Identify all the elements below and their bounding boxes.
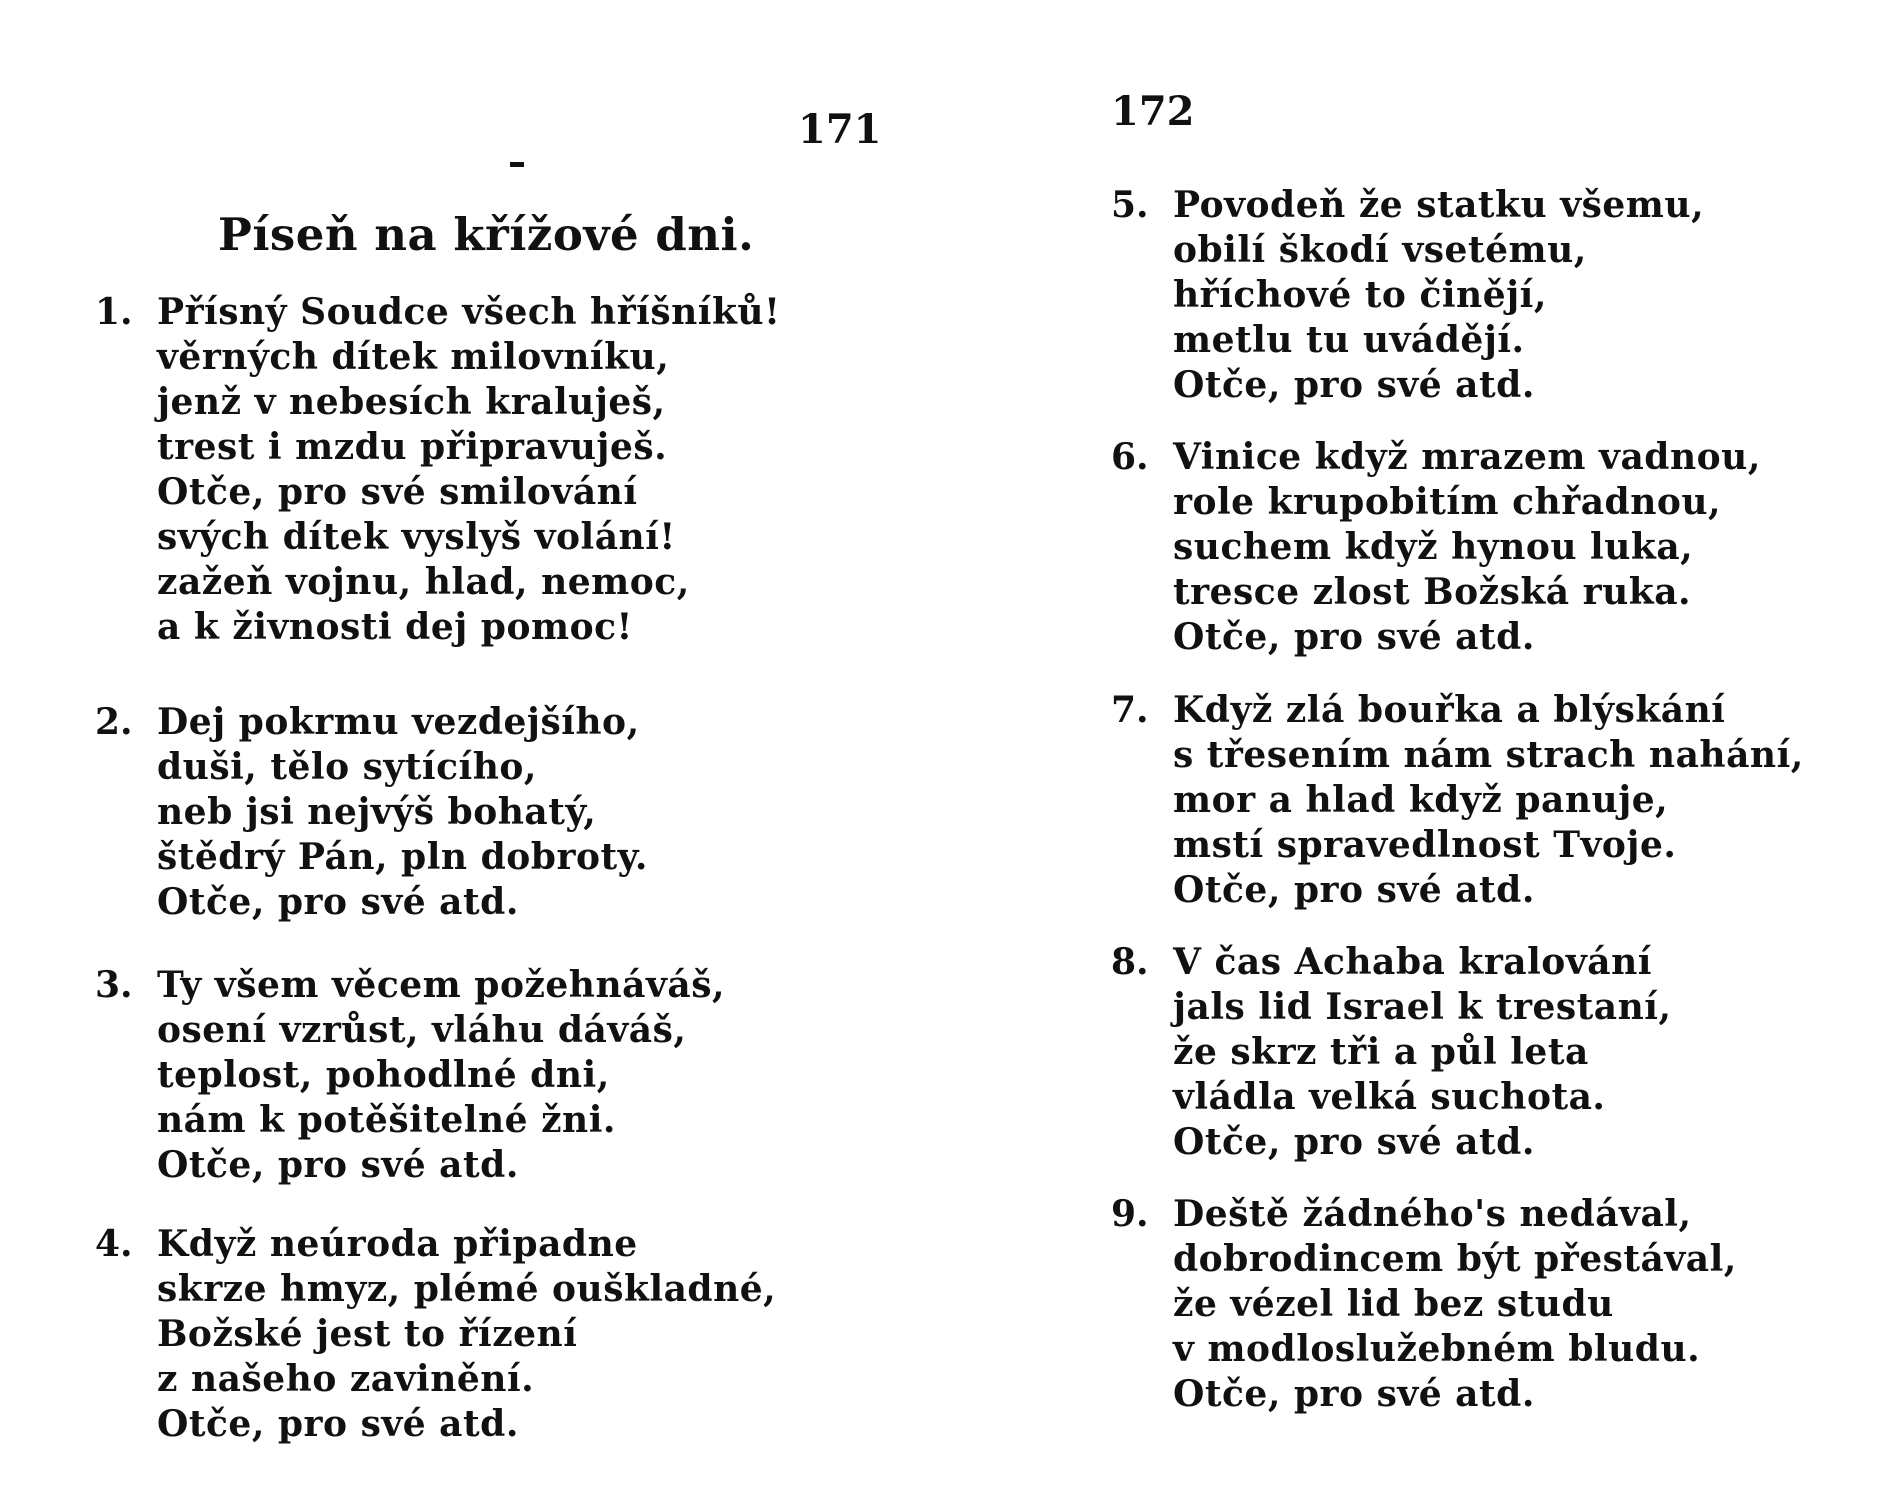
verse-line: skrze hmyz, plémé ouškladné,: [157, 1268, 777, 1310]
verse-line: štědrý Pán, pln dobroty.: [157, 836, 648, 878]
verse-line: trest i mzdu připravuješ.: [157, 426, 668, 468]
stanza-lines: [1173, 1192, 1737, 1417]
stanza-lines: [1173, 435, 1761, 660]
stanza-lines: [157, 963, 725, 1188]
verse-line: v modloslužebném bludu.: [1173, 1328, 1701, 1370]
verse-line: Otče, pro své atd.: [157, 881, 519, 923]
verse-line: Otče, pro své atd.: [157, 1144, 519, 1186]
verse-line: Otče, pro své atd.: [1173, 364, 1535, 406]
verse-line: s třesením nám strach nahání,: [1173, 734, 1804, 776]
verse-line: Když zlá bouřka a blýskání: [1173, 689, 1726, 731]
stanza-number: 6.: [1111, 436, 1149, 478]
verse-line: Otče, pro své atd.: [157, 1403, 519, 1445]
song-title: Píseň na křížové dni.: [218, 208, 755, 261]
verse-line: svých dítek vyslyš volání!: [157, 516, 676, 558]
verse-line: Otče, pro své atd.: [1173, 1373, 1535, 1415]
verse-line: Povodeň že statku všemu,: [1173, 184, 1705, 226]
verse-line: V čas Achaba kralování: [1173, 941, 1652, 983]
stanza-lines: [157, 700, 648, 925]
verse-line: Ty všem věcem požehnáváš,: [157, 964, 726, 1006]
verse-line: hříchové to činějí,: [1173, 274, 1547, 316]
verse-line: Otče, pro své smilování: [157, 471, 638, 513]
verse-line: suchem když hynou luka,: [1173, 526, 1694, 568]
verse-line: Otče, pro své atd.: [1173, 616, 1535, 658]
stanza-lines: [1173, 940, 1671, 1165]
verse-line: z našeho zavinění.: [157, 1358, 535, 1400]
verse-line: Přísný Soudce všech hříšníků!: [157, 291, 781, 333]
verse-line: Otče, pro své atd.: [1173, 1121, 1535, 1163]
verse-line: mstí spravedlnost Tvoje.: [1173, 824, 1677, 866]
stanza-number: 5.: [1111, 184, 1149, 226]
verse-line: osení vzrůst, vláhu dáváš,: [157, 1009, 687, 1051]
stanza-number: 7.: [1111, 689, 1149, 731]
verse-line: Vinice když mrazem vadnou,: [1173, 436, 1761, 478]
stanza-lines: [1173, 183, 1704, 408]
stanza-number: 1.: [95, 291, 133, 333]
verse-line: vládla velká suchota.: [1173, 1076, 1606, 1118]
verse-line: obilí škodí vsetému,: [1173, 229, 1587, 271]
stanza-lines: [157, 290, 780, 650]
verse-line: věrných dítek milovníku,: [157, 336, 670, 378]
page-number: 172: [1111, 88, 1195, 135]
verse-line: Otče, pro své atd.: [1173, 869, 1535, 911]
verse-line: duši, tělo sytícího,: [157, 746, 537, 788]
stanza-number: 8.: [1111, 941, 1149, 983]
verse-line: dobrodincem být přestával,: [1173, 1238, 1737, 1280]
stanza-lines: [157, 1222, 776, 1447]
verse-line: Deště žádného's nedával,: [1173, 1193, 1692, 1235]
verse-line: zažeň vojnu, hlad, nemoc,: [157, 561, 690, 603]
printed-dash-mark: [510, 162, 524, 167]
verse-line: že skrz tři a půl leta: [1173, 1031, 1589, 1073]
verse-line: jals lid Israel k trestaní,: [1173, 986, 1672, 1028]
stanza-number: 9.: [1111, 1193, 1149, 1235]
stanza-number: 2.: [95, 701, 133, 743]
verse-line: a k živnosti dej pomoc!: [157, 606, 633, 648]
verse-line: že vézel lid bez studu: [1173, 1283, 1614, 1325]
verse-line: jenž v nebesích kraluješ,: [157, 381, 666, 423]
verse-line: neb jsi nejvýš bohatý,: [157, 791, 597, 833]
verse-line: metlu tu uvádějí.: [1173, 319, 1525, 361]
verse-line: teplost, pohodlné dni,: [157, 1054, 610, 1096]
verse-line: role krupobitím chřadnou,: [1173, 481, 1722, 523]
verse-line: Dej pokrmu vezdejšího,: [157, 701, 640, 743]
right-page: [946, 0, 1892, 1500]
verse-line: nám k potěšitelné žni.: [157, 1099, 616, 1141]
verse-line: Božské jest to řízení: [157, 1313, 578, 1355]
stanza-number: 4.: [95, 1223, 133, 1265]
verse-line: mor a hlad když panuje,: [1173, 779, 1669, 821]
verse-line: tresce zlost Božská ruka.: [1173, 571, 1692, 613]
stanza-number: 3.: [95, 964, 133, 1006]
verse-line: Když neúroda připadne: [157, 1223, 638, 1265]
stanza-lines: [1173, 688, 1804, 913]
page-number: 171: [798, 106, 882, 153]
